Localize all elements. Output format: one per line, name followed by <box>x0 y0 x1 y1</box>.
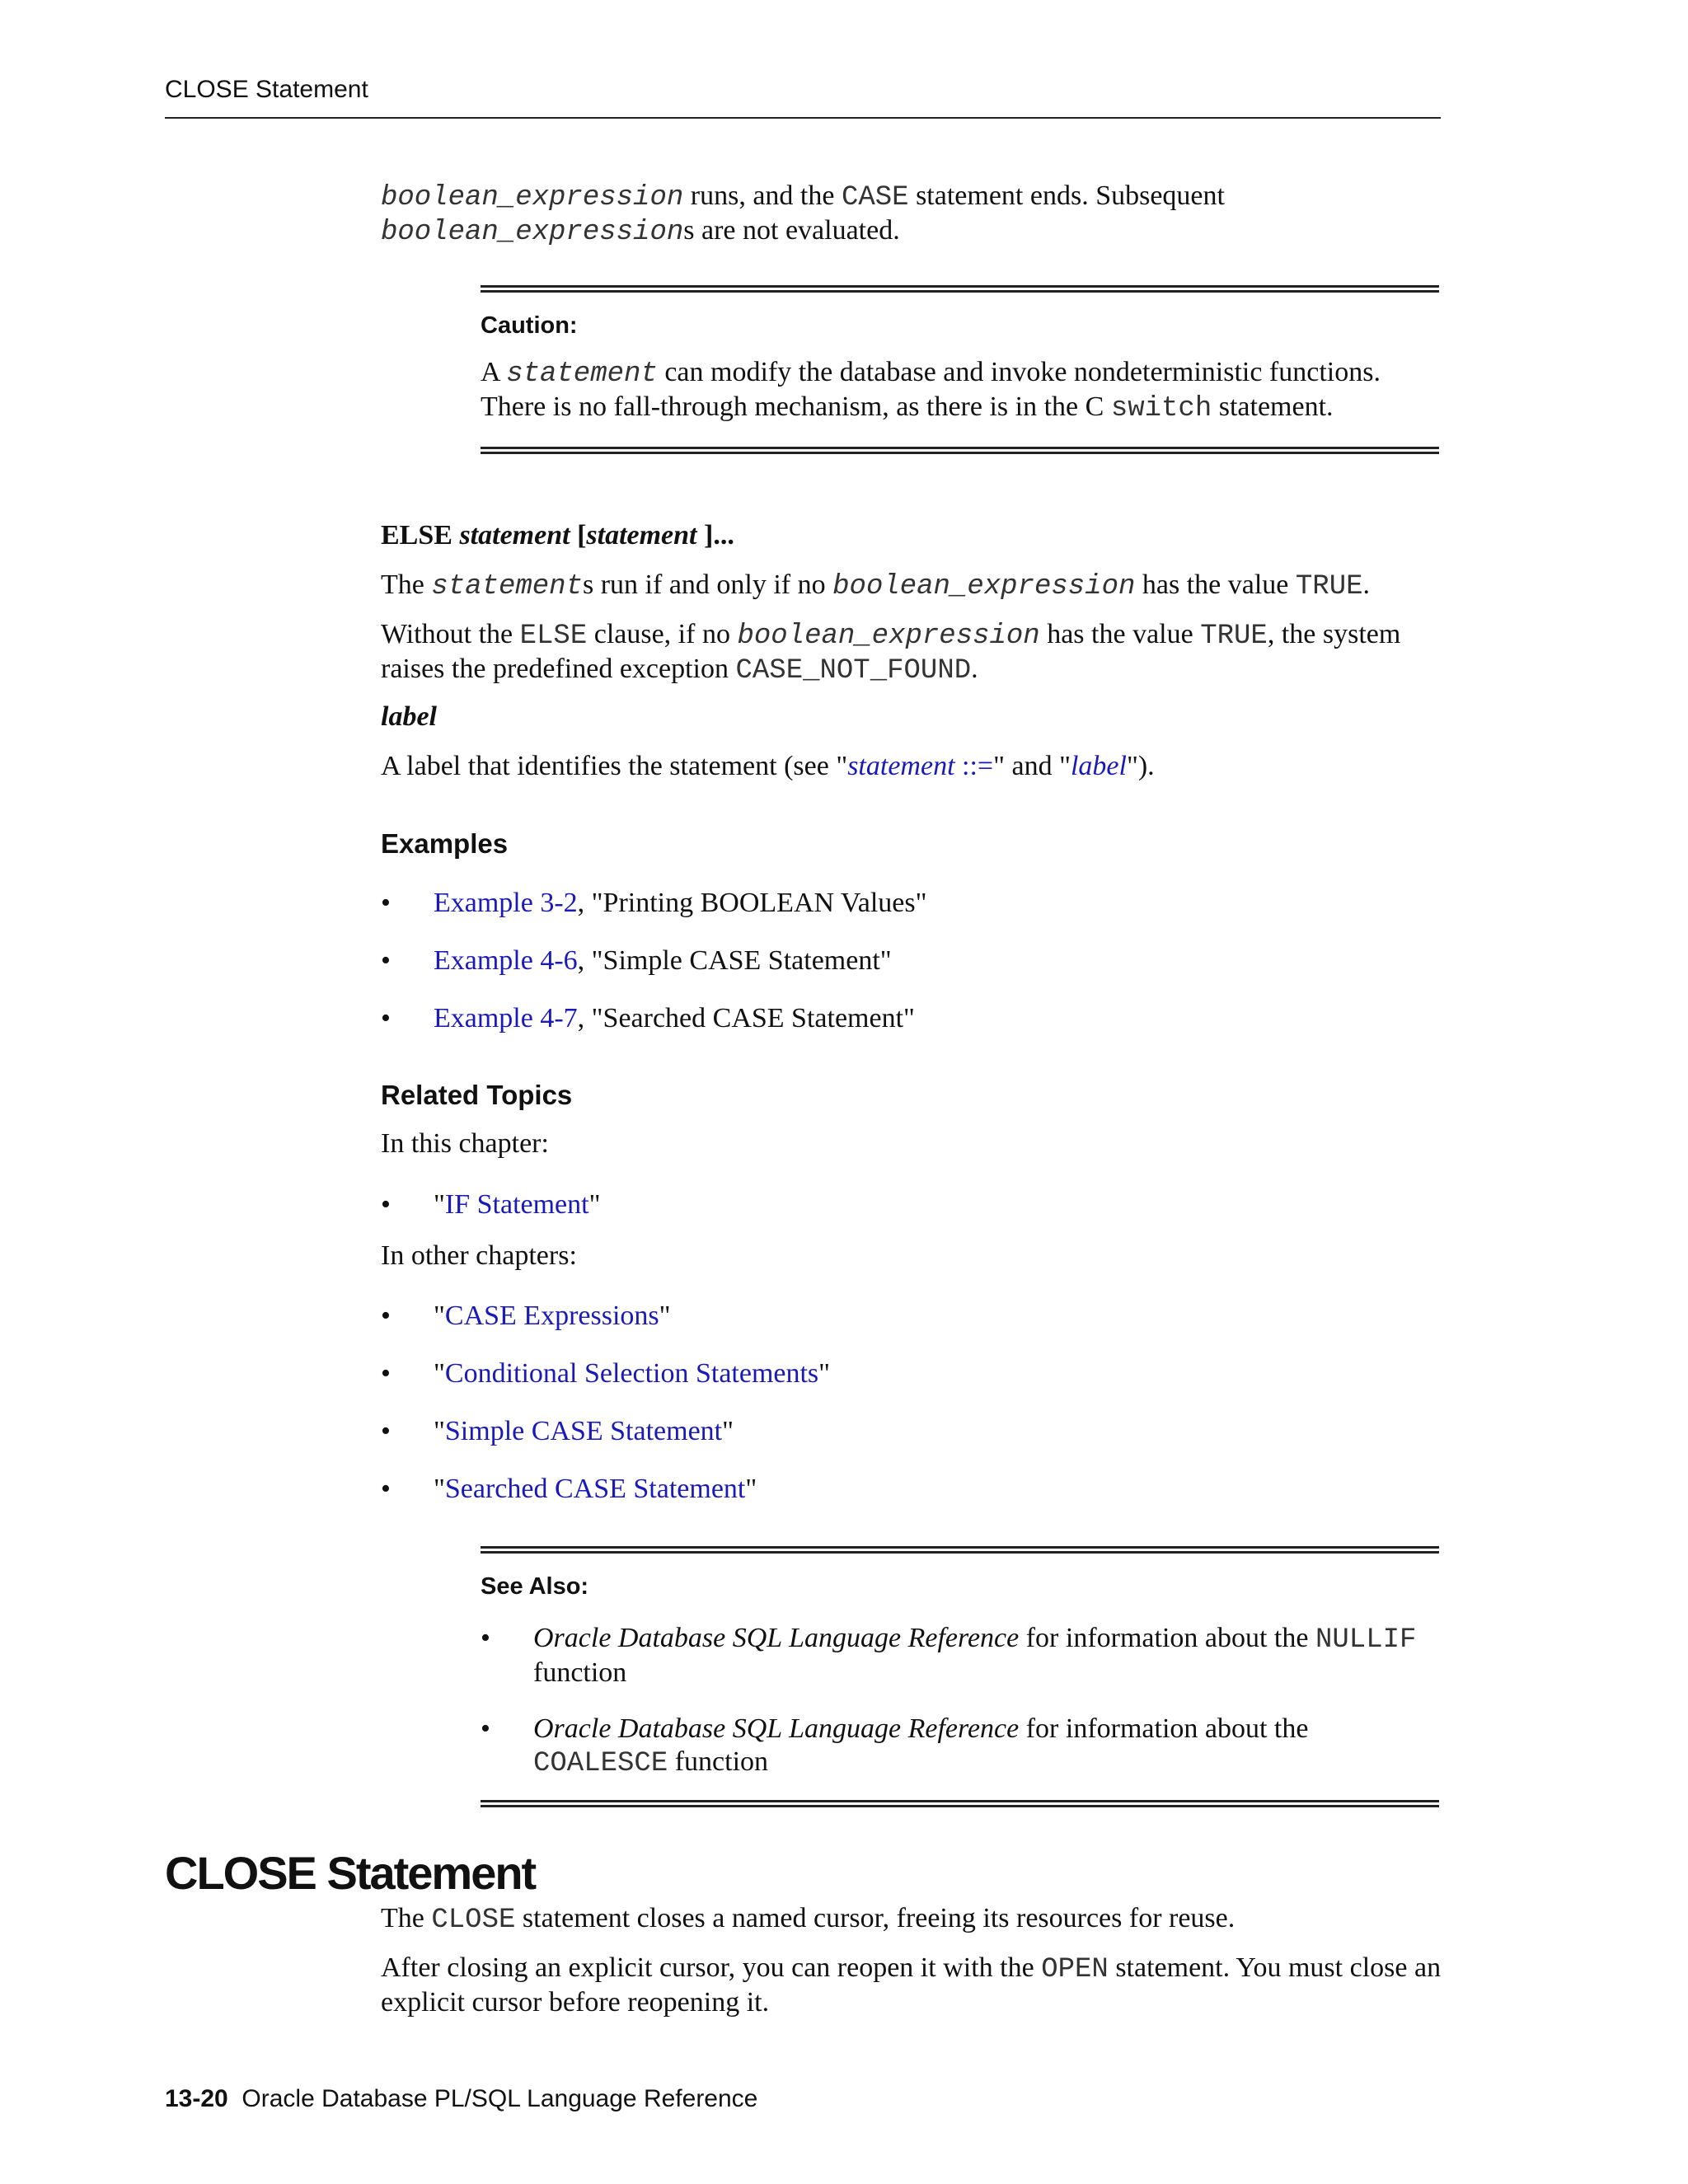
text: • <box>381 1474 391 1504</box>
caution-top-rule <box>481 285 1439 293</box>
link-example-4-6[interactable]: Example 4-6 <box>434 945 578 976</box>
text: Oracle Database SQL Language Reference <box>533 1623 1020 1653</box>
caution-bottom-rule <box>481 447 1439 454</box>
examples-heading: Examples <box>381 828 509 859</box>
text: NULLIF <box>1315 1624 1417 1656</box>
else-paragraph-1 <box>381 569 1444 603</box>
link-if-statement[interactable]: IF Statement <box>444 1189 589 1220</box>
text: , "Simple CASE Statement" <box>577 945 892 976</box>
text: COALESCE <box>533 1748 668 1779</box>
text: The <box>381 1903 432 1933</box>
text: clause, if no <box>587 619 738 649</box>
caution-text <box>481 356 1439 425</box>
link-statement-syntax[interactable] <box>847 751 993 781</box>
text: statement ends. Subsequent <box>908 180 1225 211</box>
text: , "Printing BOOLEAN Values" <box>577 888 927 918</box>
text: OPEN <box>1041 1954 1109 1985</box>
text: has the value <box>1039 619 1201 649</box>
keyword-switch: switch <box>1110 393 1212 424</box>
text: statement <box>431 571 583 602</box>
text: Oracle Database SQL Language Reference <box>533 1713 1020 1744</box>
header-rule <box>165 117 1441 119</box>
term-statement: statement <box>506 359 658 390</box>
text: statement <box>847 751 955 781</box>
list-item <box>481 1622 1439 1688</box>
page-footer <box>165 2085 757 2113</box>
link-simple-case-statement[interactable]: Simple CASE Statement <box>444 1416 723 1446</box>
text: . <box>1362 569 1371 600</box>
book-title: Oracle Database PL/SQL Language Reference <box>241 2085 758 2112</box>
text: "). <box>1126 751 1155 781</box>
term-boolean-expression: boolean_expression <box>381 217 684 248</box>
see-also-top-rule <box>481 1546 1439 1554</box>
text: ELSE <box>519 621 588 652</box>
text: boolean_expression <box>832 571 1136 602</box>
text: A label that identifies the statement (see " <box>381 751 848 781</box>
text: ELSE <box>381 520 460 551</box>
text: statement. You must close an explicit cursor before reopening it. <box>381 1952 1442 2018</box>
keyword-case: CASE <box>841 182 909 213</box>
link-searched-case-statement[interactable]: Searched CASE Statement <box>444 1474 746 1504</box>
running-header: CLOSE Statement <box>165 76 368 103</box>
label-term: label <box>381 701 437 732</box>
term-boolean-expression: boolean_expression <box>381 182 684 213</box>
text: The <box>381 569 432 600</box>
text: for information about the <box>1019 1623 1315 1653</box>
related-topics-heading: Related Topics <box>381 1080 573 1110</box>
text: s are not evaluated. <box>683 215 900 246</box>
label-paragraph <box>381 750 1444 783</box>
text: s run if and only if no <box>583 569 833 600</box>
caution-box <box>481 285 1439 454</box>
text: • <box>381 1301 391 1331</box>
text: , the system raises the predefined exception <box>381 619 1401 684</box>
text: runs, and the <box>683 180 842 211</box>
intro-paragraph <box>381 180 1444 249</box>
text: • <box>481 1713 490 1744</box>
text: CASE_NOT_FOUND <box>735 655 972 687</box>
link-example-4-7[interactable]: Example 4-7 <box>434 1003 578 1033</box>
text: statement <box>586 520 697 551</box>
link-case-expressions[interactable]: CASE Expressions <box>444 1301 659 1331</box>
close-paragraph-1 <box>381 1902 1444 1937</box>
text: • <box>381 1189 391 1220</box>
text: for information about the <box>1019 1713 1309 1744</box>
link-conditional-selection-statements[interactable]: Conditional Selection Statements <box>444 1358 819 1389</box>
in-this-chapter: In this chapter: <box>381 1128 549 1159</box>
text: has the value <box>1135 569 1296 600</box>
see-also-bottom-rule <box>481 1800 1439 1807</box>
list-item <box>481 1713 1439 1779</box>
caution-title: Caution: <box>481 312 578 339</box>
close-paragraph-2 <box>381 1952 1444 2019</box>
text: can modify the database and invoke nondeterministic functions. There is no fall-through mechanism, as there is in the C <box>481 357 1381 422</box>
text: ]... <box>696 520 734 551</box>
text: TRUE <box>1200 621 1268 652</box>
text: A <box>481 357 507 387</box>
text: After closing an explicit cursor, you can reopen it with the <box>381 1952 1042 1983</box>
else-paragraph-2 <box>381 618 1444 687</box>
text: • <box>381 1358 391 1389</box>
text: statement <box>459 520 570 551</box>
see-also-box <box>481 1546 1439 1807</box>
text: • <box>381 1003 391 1033</box>
text: boolean_expression <box>737 621 1040 652</box>
text: " and " <box>993 751 1071 781</box>
text: • <box>481 1623 490 1653</box>
text: . <box>971 654 978 684</box>
link-label[interactable]: label <box>1070 751 1127 781</box>
page-number: 13-20 <box>165 2085 228 2112</box>
else-clause-term <box>381 519 1444 552</box>
text: [ <box>570 520 587 551</box>
text: statement. <box>1212 391 1334 422</box>
text: • <box>381 945 391 976</box>
text: ::= <box>954 751 994 781</box>
text: TRUE <box>1295 571 1363 602</box>
in-other-chapters: In other chapters: <box>381 1240 577 1271</box>
see-also-title: See Also: <box>481 1573 589 1600</box>
text: function <box>533 1657 627 1688</box>
text: • <box>381 888 391 918</box>
text: CLOSE <box>431 1905 516 1936</box>
text: Without the <box>381 619 520 649</box>
text: function <box>668 1746 769 1777</box>
link-example-3-2[interactable]: Example 3-2 <box>434 888 578 918</box>
text: • <box>381 1416 391 1446</box>
text: , "Searched CASE Statement" <box>577 1003 915 1033</box>
text: statement closes a named cursor, freeing its resources for reuse. <box>515 1903 1236 1933</box>
section-title-close-statement: CLOSE Statement <box>165 1847 536 1899</box>
